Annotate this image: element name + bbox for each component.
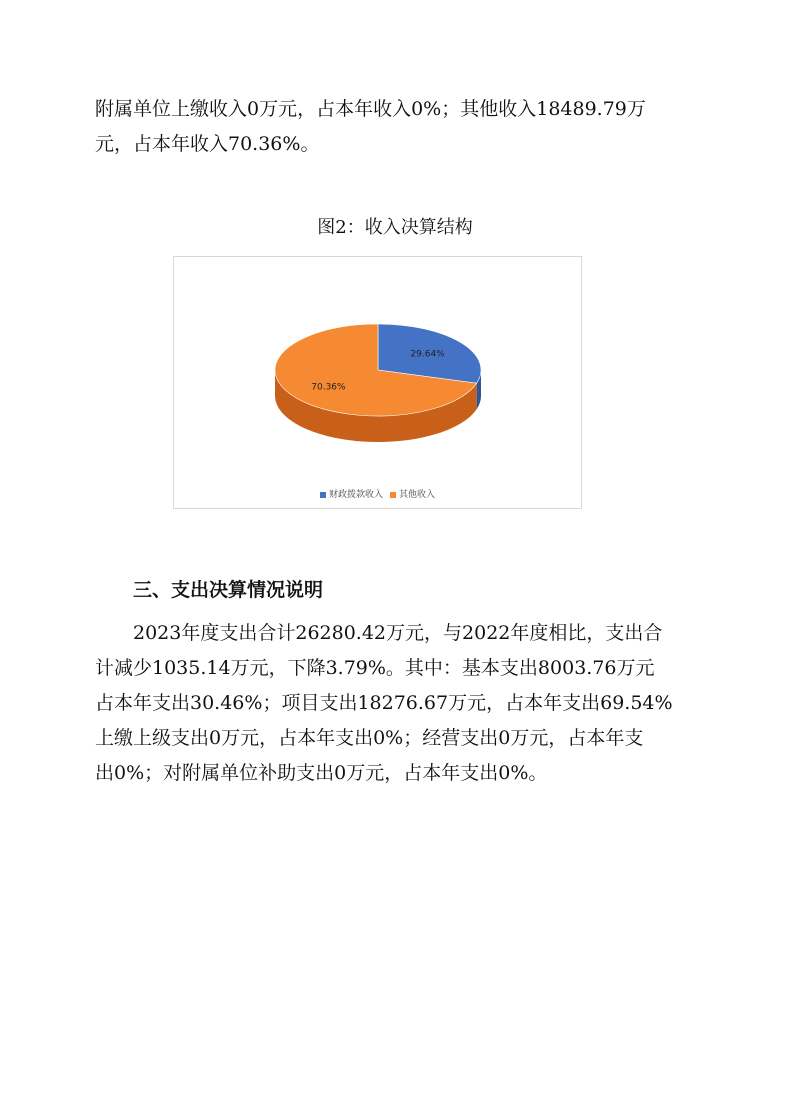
legend-item-fiscal xyxy=(320,487,383,500)
para2-line4: 上缴上级支出0万元，占本年支出0%；经营支出0万元，占本年支 xyxy=(95,727,644,749)
para2-line1: 2023年度支出合计26280.42万元，与2022年度相比，支出合 xyxy=(133,622,663,644)
legend-swatch xyxy=(390,492,396,498)
para1-line2: 元，占本年收入70.36%。 xyxy=(95,133,320,155)
section-heading: 三、支出决算情况说明 xyxy=(133,579,324,601)
pie-data-label: 29.64% xyxy=(410,349,445,360)
figure-caption: 图2：收入决算结构 xyxy=(317,217,473,238)
legend-label: 财政拨款收入 xyxy=(329,490,384,500)
legend-label: 其他收入 xyxy=(398,490,435,500)
para1-line1: 附属单位上缴收入0万元，占本年收入0%；其他收入18489.79万 xyxy=(95,98,646,120)
pie-data-label: 70.36% xyxy=(311,382,346,393)
para2-line2: 计减少1035.14万元，下降3.79%。其中：基本支出8003.76万元 xyxy=(95,657,655,679)
legend-item-other xyxy=(390,487,435,500)
chart-legend xyxy=(174,487,581,500)
legend-swatch xyxy=(320,492,326,498)
pie-chart xyxy=(174,257,581,508)
para2-line3: 占本年支出30.46%；项目支出18276.67万元，占本年支出69.54% xyxy=(95,692,673,714)
para2-line5: 出0%；对附属单位补助支出0万元，占本年支出0%。 xyxy=(95,762,548,784)
pie-chart-frame xyxy=(173,256,582,509)
